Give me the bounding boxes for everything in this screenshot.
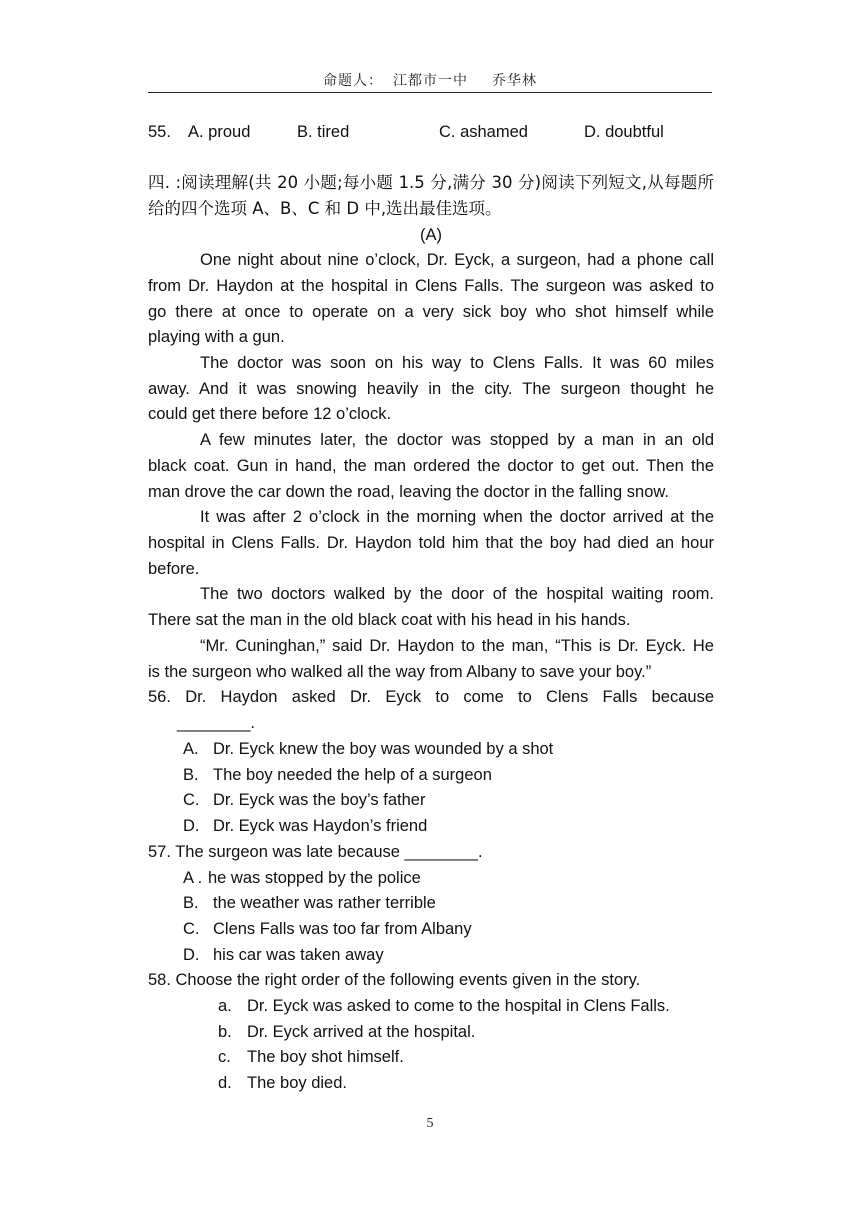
event-letter: b. (218, 1023, 232, 1041)
event-text: The boy shot himself. (247, 1048, 404, 1066)
passage-label: (A) (420, 226, 442, 244)
option-text: the weather was rather terrible (213, 894, 436, 912)
section-instruction-line-2: 给的四个选项 A、B、C 和 D 中,选出最佳选项。 (148, 199, 502, 218)
passage-line: The doctor was soon on his way to Clens Falls. It was 60 miles (200, 354, 714, 372)
option-text: The boy needed the help of a surgeon (213, 766, 492, 784)
option-text: he was stopped by the police (208, 869, 421, 887)
option-a: A. proud (188, 123, 251, 141)
header-name: 乔华林 (492, 73, 537, 89)
option-letter: C. (183, 791, 200, 809)
header-rule (148, 92, 712, 93)
option-c: C. ashamed (439, 123, 528, 141)
passage-line: One night about nine o’clock, Dr. Eyck, a surgeon, had a phone call (200, 251, 714, 269)
question-stem: 57. The surgeon was late because ________. (148, 843, 483, 861)
option-text: Dr. Eyck was Haydon’s friend (213, 817, 428, 835)
option-text: Clens Falls was too far from Albany (213, 920, 472, 938)
passage-line: go there at once to operate on a very sick boy who shot himself while (148, 303, 714, 321)
option-b: B. tired (297, 123, 350, 141)
passage-line: There sat the man in the old black coat with his head in his hands. (148, 611, 631, 629)
passage-line: away. And it was snowing heavily in the city. The surgeon thought he (148, 380, 714, 398)
event-letter: c. (218, 1048, 231, 1066)
passage-line: playing with a gun. (148, 328, 285, 346)
option-letter: A . (183, 869, 203, 887)
option-letter: D. (183, 817, 200, 835)
section-instruction-line-1: 四. :阅读理解(共 20 小题;每小题 1.5 分,满分 30 分)阅读下列短文,从每题所 (148, 173, 714, 192)
option-text: Dr. Eyck was the boy’s father (213, 791, 426, 809)
page-header (148, 70, 712, 91)
header-school: 江都市一中 (393, 73, 468, 89)
option-text: his car was taken away (213, 946, 384, 964)
option-letter: A. (183, 740, 199, 758)
passage-line: It was after 2 o’clock in the morning when the doctor arrived at the (200, 508, 714, 526)
passage-line: man drove the car down the road, leaving the doctor in the falling snow. (148, 483, 669, 501)
passage-line: The two doctors walked by the door of the hospital waiting room. (200, 585, 714, 603)
page-number: 5 (426, 1116, 434, 1131)
event-text: Dr. Eyck was asked to come to the hospital in Clens Falls. (247, 997, 670, 1015)
passage-line: is the surgeon who walked all the way from Albany to save your boy.” (148, 663, 652, 681)
passage-line: hospital in Clens Falls. Dr. Haydon told him that the boy had died an hour (148, 534, 714, 552)
option-letter: C. (183, 920, 200, 938)
passage-line: before. (148, 560, 200, 578)
event-letter: d. (218, 1074, 232, 1092)
option-text: Dr. Eyck knew the boy was wounded by a shot (213, 740, 554, 758)
question-stem: 58. Choose the right order of the following events given in the story. (148, 971, 641, 989)
event-letter: a. (218, 997, 232, 1015)
passage-line: could get there before 12 o’clock. (148, 405, 392, 423)
answer-blank: ________. (177, 714, 255, 732)
option-letter: D. (183, 946, 200, 964)
event-text: The boy died. (247, 1074, 347, 1092)
option-letter: B. (183, 894, 199, 912)
option-letter: B. (183, 766, 199, 784)
option-d: D. doubtful (584, 123, 664, 141)
header-author-label: 命题人： (323, 73, 383, 89)
question-number: 55. (148, 123, 171, 141)
question-stem: 56. Dr. Haydon asked Dr. Eyck to come to Clens Falls because (148, 688, 714, 706)
passage-line: “Mr. Cuninghan,” said Dr. Haydon to the man, “This is Dr. Eyck. He (200, 637, 714, 655)
passage-line: black coat. Gun in hand, the man ordered the doctor to get out. Then the (148, 457, 714, 475)
passage-line: from Dr. Haydon at the hospital in Clens Falls. The surgeon was asked to (148, 277, 714, 295)
event-text: Dr. Eyck arrived at the hospital. (247, 1023, 476, 1041)
passage-line: A few minutes later, the doctor was stopped by a man in an old (200, 431, 714, 449)
